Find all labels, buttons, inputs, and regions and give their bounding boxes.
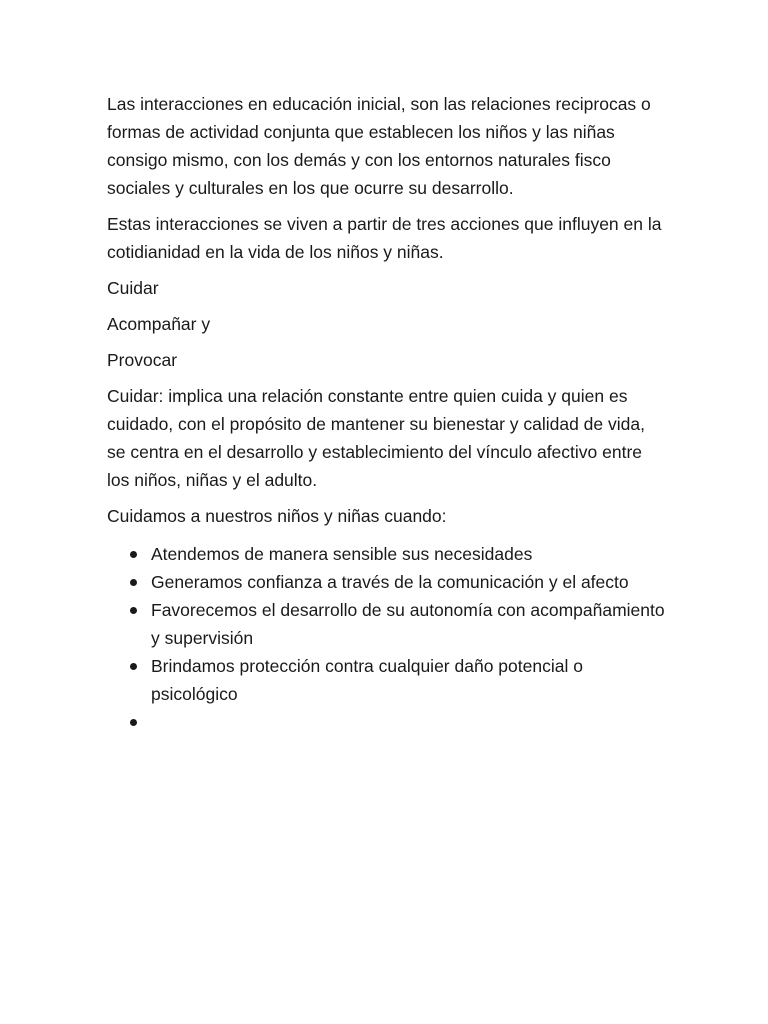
action-provocar: Provocar (107, 350, 178, 370)
document-page (107, 90, 667, 736)
list-item-text: Generamos confianza a través de la comunicación y el afecto (151, 572, 629, 592)
list-item (107, 596, 667, 652)
list-item (107, 708, 667, 736)
list-item-text: Brindamos protección contra cualquier daño potencial o psicológico (151, 656, 583, 704)
bullet-icon (130, 607, 137, 614)
bullet-icon (130, 719, 137, 726)
list-item-text: Atendemos de manera sensible sus necesidades (151, 544, 533, 564)
action-acompanar: Acompañar y (107, 314, 211, 334)
list-item-text: Favorecemos el desarrollo de su autonomía con acompañamiento y supervisión (151, 600, 665, 648)
bullet-icon (130, 551, 137, 558)
bullet-list (107, 540, 667, 736)
list-item (107, 540, 667, 568)
action-cuidar: Cuidar (107, 278, 159, 298)
list-item (107, 652, 667, 708)
list-item (107, 568, 667, 596)
interactions-paragraph: Estas interacciones se viven a partir de tres acciones que influyen en la cotidianidad en la vida de los niños y niñas. (107, 214, 662, 262)
intro-paragraph: Las interacciones en educación inicial, son las relaciones reciprocas o formas de actividad conjunta que establecen los niños y las niñas consigo mismo, con los demás y con los entornos naturales fisco sociales y culturales en los que ocurre su desarrollo. (107, 94, 651, 198)
cuidamos-intro-paragraph: Cuidamos a nuestros niños y niñas cuando: (107, 506, 447, 526)
cuidar-definition-paragraph: Cuidar: implica una relación constante entre quien cuida y quien es cuidado, con el propósito de mantener su bienestar y calidad de vida, se centra en el desarrollo y establecimiento del vínculo afectivo entre los niños, niñas y el adulto. (107, 386, 645, 490)
bullet-list-wrapper (107, 540, 667, 736)
bullet-icon (130, 579, 137, 586)
bullet-icon (130, 663, 137, 670)
